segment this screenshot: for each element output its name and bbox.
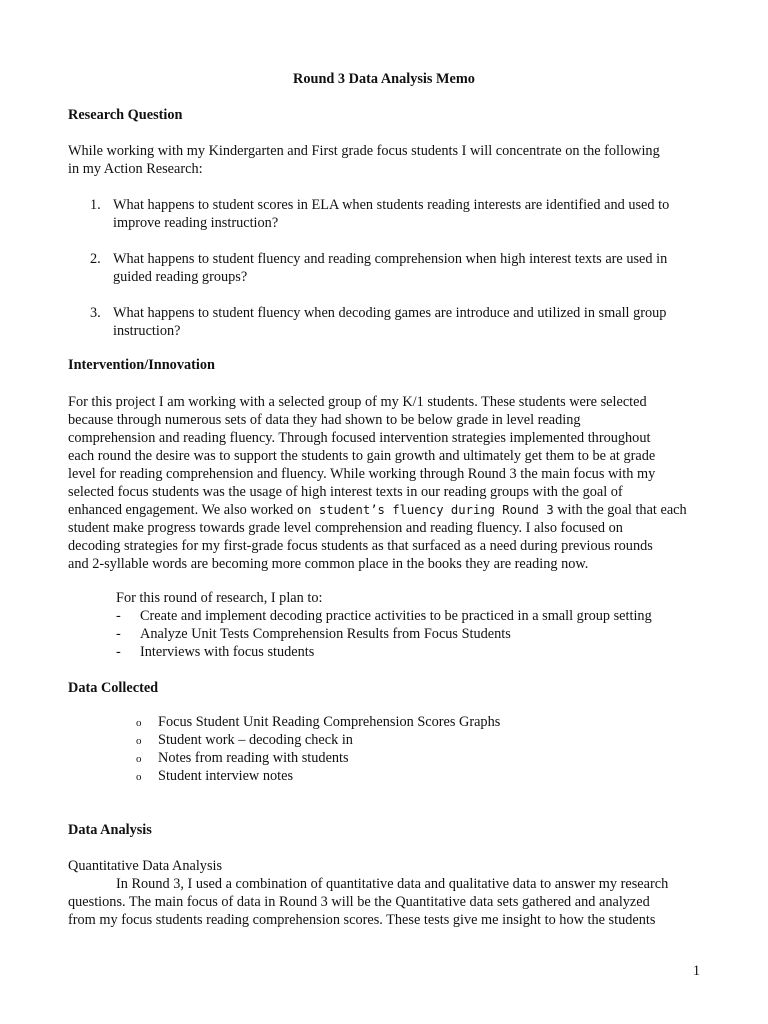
question-line: guided reading groups?: [113, 269, 248, 285]
list-number: 2.: [90, 251, 101, 267]
data-item: Focus Student Unit Reading Comprehension Scores Graphs: [158, 714, 501, 730]
question-line: What happens to student fluency and reading comprehension when high interest texts are used in: [113, 251, 668, 267]
plan-item: Interviews with focus students: [140, 644, 315, 660]
plan-intro: For this round of research, I plan to:: [116, 590, 323, 606]
dash-marker: -: [116, 608, 121, 624]
dash-marker: -: [116, 626, 121, 642]
paragraph-line: For this project I am working with a selected group of my K/1 students. These students were selected: [68, 394, 647, 410]
question-line: instruction?: [113, 323, 181, 339]
text-segment: enhanced engagement. We also worked: [68, 502, 294, 518]
paragraph-line: comprehension and reading fluency. Through focused intervention strategies implemented throughout: [68, 430, 651, 446]
research-question-heading: Research Question: [68, 107, 183, 123]
paragraph-line: in my Action Research:: [68, 161, 203, 177]
data-item: Student interview notes: [158, 768, 294, 784]
paragraph-line: and 2-syllable words are becoming more common place in the books they are reading now.: [68, 556, 589, 572]
paragraph-line: level for reading comprehension and fluency. While working through Round 3 the main focus with my: [68, 466, 656, 482]
circle-bullet: o: [136, 753, 142, 765]
question-line: What happens to student fluency when decoding games are introduce and utilized in small group: [113, 305, 667, 321]
memo-title: Round 3 Data Analysis Memo: [293, 71, 475, 87]
paragraph-line: questions. The main focus of data in Round 3 will be the Quantitative data sets gathered and analyzed: [68, 894, 650, 910]
paragraph-line: While working with my Kindergarten and First grade focus students I will concentrate on the following: [68, 143, 660, 159]
circle-bullet: o: [136, 735, 142, 747]
paragraph-line: student make progress towards grade level comprehension and reading fluency. I also focused on: [68, 520, 623, 536]
question-line: improve reading instruction?: [113, 215, 279, 231]
circle-bullet: o: [136, 717, 142, 729]
paragraph-line: In Round 3, I used a combination of quantitative data and qualitative data to answer my research: [116, 876, 669, 892]
data-item: Notes from reading with students: [158, 750, 349, 766]
question-line: What happens to student scores in ELA when students reading interests are identified and used to: [113, 197, 670, 213]
list-number: 3.: [90, 305, 101, 321]
plan-item: Create and implement decoding practice activities to be practiced in a small group setting: [140, 608, 652, 624]
paragraph-line: selected focus students was the usage of high interest texts in our reading groups with the goal of: [68, 484, 623, 500]
data-item: Student work – decoding check in: [158, 732, 353, 748]
paragraph-line: each round the desire was to support the students to gain growth and ultimately get them to be at grade: [68, 448, 656, 464]
text-segment: with the goal that each: [557, 502, 687, 518]
plan-item: Analyze Unit Tests Comprehension Results from Focus Students: [140, 626, 511, 642]
dash-marker: -: [116, 644, 121, 660]
paragraph-line-mixed: [68, 501, 687, 519]
data-analysis-subheading: Quantitative Data Analysis: [68, 858, 223, 874]
list-number: 1.: [90, 197, 101, 213]
typed-text-segment: on student’s fluency during Round 3: [296, 503, 554, 517]
intervention-heading: Intervention/Innovation: [68, 357, 215, 373]
paragraph-line: because through numerous sets of data they had shown to be below grade in level reading: [68, 412, 581, 428]
paragraph-line: from my focus students reading comprehension scores. These tests give me insight to how the students: [68, 912, 656, 928]
page-number: 1: [692, 963, 700, 979]
data-collected-heading: Data Collected: [68, 680, 159, 696]
data-analysis-heading: Data Analysis: [68, 822, 152, 838]
paragraph-line: decoding strategies for my first-grade focus students as that surfaced as a need during previous rounds: [68, 538, 653, 554]
circle-bullet: o: [136, 771, 142, 783]
